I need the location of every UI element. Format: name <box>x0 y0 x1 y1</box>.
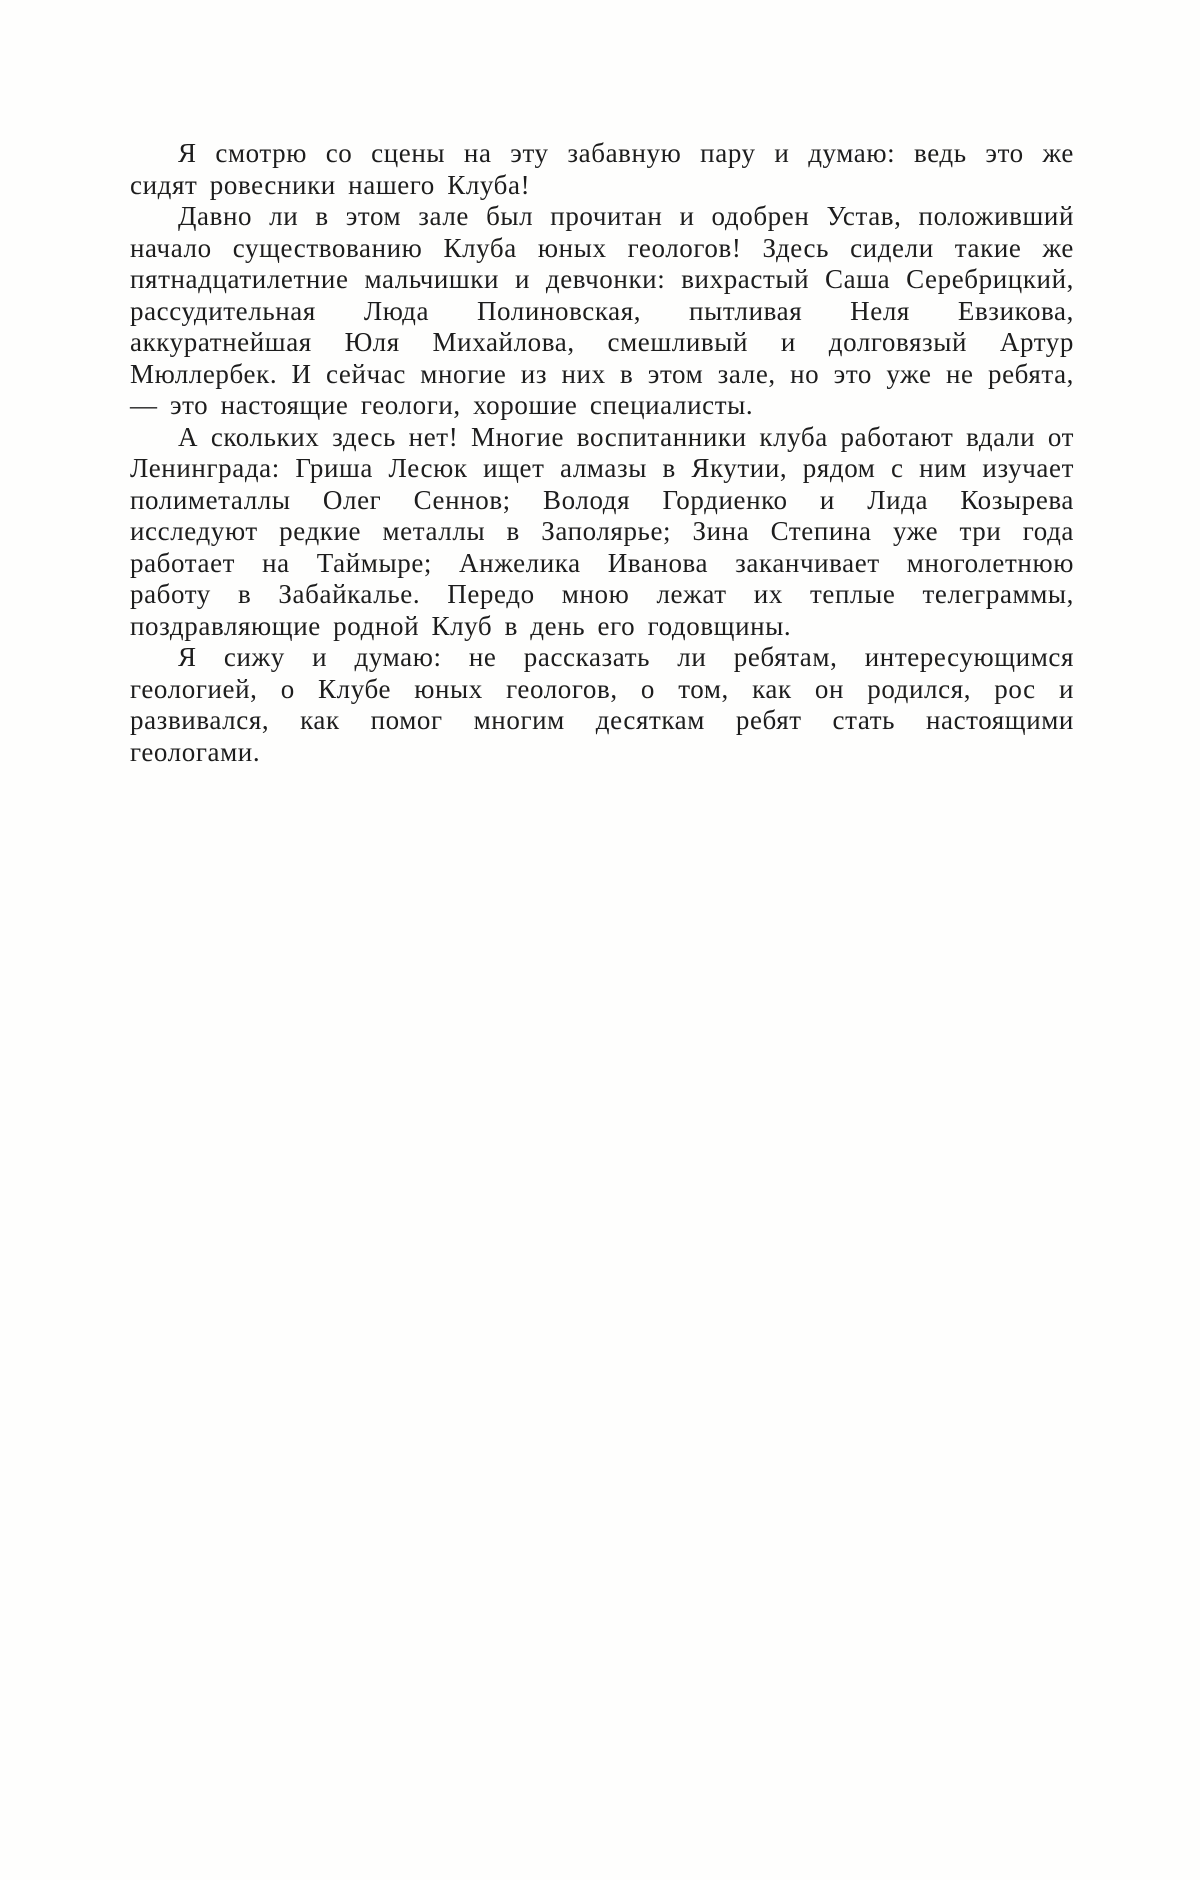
paragraph-1: Я смотрю со сцены на эту забавную пару и думаю: ведь это же сидят ровесники нашего Клуба! <box>130 138 1074 200</box>
paragraph-2: Давно ли в этом зале был прочитан и одобрен Устав, положивший начало существованию Клуба юных геологов! Здесь сидели такие же пятнадцатилетние мальчишки и девчонки: вихрастый Саша Серебрицкий, рассудительная Люда Полиновская, пытливая Неля Евзикова, аккуратнейшая Юля Михайлова, смешливый и долговязый Артур Мюллербек. И сейчас многие из них в этом зале, но это уже не ребята, — это настоящие геологи, хорошие специалисты. <box>130 201 1074 420</box>
paragraph-3: А скольких здесь нет! Многие воспитанники клуба работают вдали от Ленинграда: Гриша Лесюк ищет алмазы в Якутии, рядом с ним изучает полиметаллы Олег Сеннов; Володя Гордиенко и Лида Козырева исследуют редкие металлы в Заполярье; Зина Степина уже три года работает на Таймыре; Анжелика Иванова заканчивает многолетнюю работу в Забайкалье. Передо мною лежат их теплые телеграммы, поздравляющие родной Клуб в день его годовщины. <box>130 421 1074 641</box>
text-block <box>130 138 1074 768</box>
paragraph-4: Я сижу и думаю: не рассказать ли ребятам, интересующимся геологией, о Клубе юных геологов, о том, как он родился, рос и развивался, как помог многим десяткам ребят стать настоящими геологами. <box>130 642 1074 767</box>
